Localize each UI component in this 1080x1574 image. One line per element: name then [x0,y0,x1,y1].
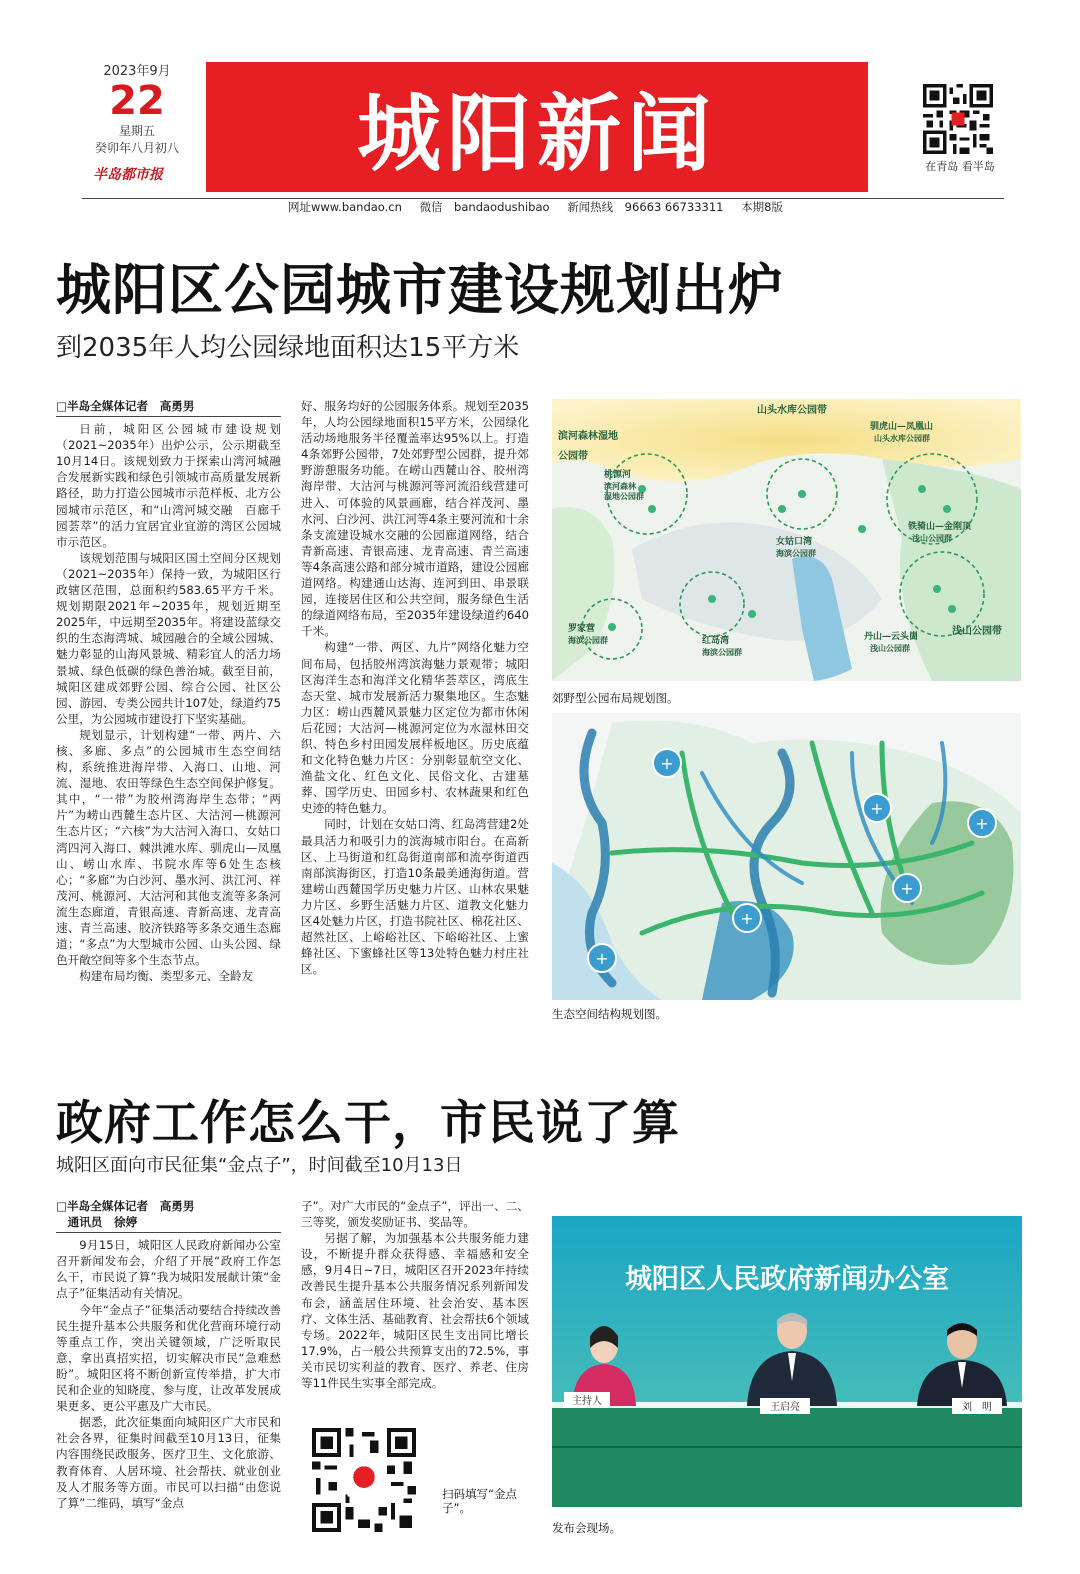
date-day: 22 [109,78,165,124]
paragraph: 构建“一带、两区、九片”网络化魅力空间布局，包括胶州湾滨海魅力景观带；城阳区海洋生态和海洋文化精华荟萃区，湾底生态天堂、城市发展新活力聚集地区。生态魅力区：崂山西麓风景魅力区定位为都市休闲后花园；大沽河—桃源河定位为水湿林田交织、特色乡村田园发展样板地区。历史底蕴和文化特色魅力片区：分别彰显航空文化、渔盐文化、红色文化、民俗文化、古建墓葬、国学历史、田园乡村、农林蔬果和红色史迹的特色魅力。 [301,640,529,816]
figure-caption: 生态空间结构规划图。 [552,1007,667,1021]
article1-column-1 [56,398,281,984]
park-layout-map [552,399,1021,681]
map-label: 山头水库公园群 [874,434,930,443]
photo-caption: 发布会现场。 [552,1521,621,1535]
svg-text:+: + [870,799,884,818]
paragraph: 日前，城阳区公园城市建设规划（2021~2035年）出炉公示，公示期截至10月14日。该规划致力于探索山湾河城融合发展新实践和绿色引领城市高质量发展新路径，助力打造公园城市示范样板、北方公园城市示范区，和“山湾河城交融 百廊千园荟萃”的活力宜居宜业宜游的湾区公园城市示范区。 [56,422,281,549]
map-label: 湿地公园群 [604,492,644,501]
qr-code-icon[interactable] [923,84,993,154]
paragraph: 另据了解，为加强基本公共服务能力建设，不断提升群众获得感、幸福感和安全感，9月4日~7日，城阳区召开2023年持续改善民生提升基本公共服务情况系列新闻发布会，涵盖居住环境、社会治安、基本医疗、文体生活、基础教育、社会帮扶6个领域专场。2022年，城阳区民生支出同比增长17.9%，占一般公共预算支出的72.5%，事关市民切实利益的教育、医疗、养老、住房等11件民生实事全部完成。 [301,1231,529,1391]
date-year-month: 2023年9月 [103,64,171,79]
qr-caption: 扫码填写“金点子”。 [442,1487,517,1515]
article2-byline-correspondent: 通讯员 徐婷 [67,1215,138,1230]
map-label: 丹山—云头崮 [864,632,919,642]
article2-column-1 [56,1198,281,1511]
press-conference-photo [552,1216,1022,1507]
map-label: 浅山公园带 [952,626,1002,637]
paper-logo: 半岛都市报 [93,167,163,183]
article1-byline: □半岛全媒体记者 高勇男 [56,399,195,413]
paragraph: 9月15日，城阳区人民政府新闻办公室召开新闻发布会，介绍了开展“政府工作怎么干，市民说了算”我为城阳发展献计策“金点子”征集活动有关情况。 [56,1238,281,1301]
svg-text:+: + [595,949,609,968]
paragraph: 同时，计划在女姑口湾、红岛湾营建2处最具活力和吸引力的滨海城市阳台。在高新区、上马街道和红岛街道南部和流亭街道西南部滨海街区，打造10条最美通海街道。营建崂山西麓国学历史魅力片区、山林农果魅力片区、乡野生活魅力片区、道教文化魅力区4处魅力片区，打造书院社区、棉花社区、超然社区、上峪峪社区、下峪峪社区、上蜜蜂社区、下蜜蜂社区等13处特色魅力村庄社区。 [301,817,529,977]
paragraph: 构建布局均衡、类型多元、全龄友 [79,969,254,984]
weekday: 星期五 [118,124,155,138]
svg-text:+: + [900,879,914,898]
svg-text:+: + [975,814,989,833]
article2-subheadline: 城阳区面向市民征集“金点子”，时间截至10月13日 [56,1155,463,1176]
paragraph: 今年“金点子”征集活动要结合持续改善民生提升基本公共服务和优化营商环境行动等重点工作，突出关键领域，广泛听取民意，拿出真招实招，切实解决市民“急难愁盼”。城阳区将不断创新宣传举措，扩大市民和企业的知晓度、参与度，让改革发展成果更多、更公平惠及广大市民。 [56,1302,281,1414]
map-label: 红岛湾 [702,636,730,646]
article1-column-2 [301,398,529,977]
map-label: 浅山公园群 [912,534,952,543]
article1-headline: 城阳区公园城市建设规划出炉 [56,258,785,322]
nameplate: 刘 明 [962,1402,992,1413]
map-label: 海滨公园群 [776,549,816,558]
qr-caption: 在青岛 看半岛 [925,160,995,173]
map-label: 女姑口湾 [776,537,813,547]
article1-subheadline: 到2035年人均公园绿地面积达15平方米 [56,333,520,363]
svg-text:+: + [660,754,674,773]
svg-text:+: + [740,909,754,928]
website-text[interactable]: 网址www.bandao.cn [288,200,402,214]
lunar-date: 癸卯年八月初八 [94,141,179,155]
pages-text: 本期8版 [741,200,783,214]
paragraph: 规划显示，计划构建“一带、两片、六核、多廊、多点”的公园城市生态空间结构，系统推进海岸带、入海口、山地、河流、湿地、农田等绿色生态空间保护修复。其中，“一带”为胶州湾海岸生态带；“两片”为崂山西麓生态片区、大沽河—桃源河生态片区；“六核”为大沽河入海口、女姑口湾四河入海口、棘洪滩水库、驯虎山—凤凰山、崂山水库、书院水库等6处生态核心；“多廊”为白沙河、墨水河、洪江河、祥茂河、桃源河、大沽河和其他支流等多条河流生态廊道，青银高速、青新高速、龙青高速、青兰高速、胶济铁路等多条交通生态廊道；“多点”为大型城市公园、山头公园、绿色开敞空间等多个生态节点。 [56,727,281,968]
article2-byline: □半岛全媒体记者 高勇男 [56,1199,195,1213]
figure-caption: 郊野型公园布局规划图。 [552,691,679,705]
wechat-text: 微信 bandaodushibao [419,200,550,214]
map-label: 滨河森林 [604,482,636,491]
map-label: 海滨公园群 [568,636,608,645]
backdrop-text: 城阳区人民政府新闻办公室 [625,1264,949,1295]
paragraph: 该规划范围与城阳区国土空间分区规划（2021~2035年）保持一致，为城阳区行政辖区范围，总面积约583.65平方千米。规划期限2021年~2035年，规划近期至2025年，中远期至2035年。将建设蓝绿交织的生态海湾城、城园融合的全域公园城、魅力彰显的山海风景城、精彩宜人的活力场景城、绿色低碳的绿色善治城。截至目前，城阳区建成郊野公园、综合公园、社区公园、游园、专类公园共计107处，绿道约75公里，为公园城市建设打下坚实基础。 [56,550,281,726]
map-label: 滨河森林湿地 [558,431,618,442]
ecology-structure-map [552,713,1021,1000]
paragraph: 子”。对广大市民的“金点子”，评出一、二、三等奖，颁发奖励证书、奖品等。 [301,1199,529,1230]
byline-divider [56,416,281,417]
article2-column-2 [301,1198,529,1391]
map-label: 罗家营 [568,624,596,634]
byline-divider [56,1232,281,1233]
nameplate: 王启亮 [770,1402,800,1413]
map-label: 铁骑山—金刚顶 [908,522,972,532]
masthead-title: 城阳新闻 [356,84,717,183]
map-label: 桃源河 [604,470,632,480]
map-label: 海滨公园群 [702,648,742,657]
nameplate: 主持人 [572,1396,602,1407]
article2-headline: 政府工作怎么干，市民说了算 [56,1096,680,1151]
hotline-text: 新闻热线 96663 66733311 [567,200,724,214]
map-label: 浅山公园群 [870,644,910,653]
map-label: 驯虎山—凤凰山 [870,422,934,432]
paragraph: 据悉，此次征集面向城阳区广大市民和社会各界，征集时间截至10月13日，征集内容围绕民政服务、医疗卫生、文化旅游、教育体育、人居环境、社会帮扶、就业创业及人才服务等方面。市民可以扫描“由您说了算”二维码，填写“金点 [56,1415,281,1510]
map-label: 山头水库公园带 [757,405,827,416]
info-bar [82,198,1004,215]
paragraph: 好、服务均好的公园服务体系。规划至2035年，人均公园绿地面积15平方米，公园绿化活动场地服务半径覆盖率达95%以上。打造4条郊野公园带，7处郊野型公园群，提升郊野游憩服务功能。在崂山西麓山谷、胶州湾海岸带、大沽河与桃源河等河流沿线营建可进入、可体验的风景画廊，结合祥茂河、墨水河、白沙河、洪江河等4条主要河流和十余条支流建设城水交融的公园廊道网络，结合青新高速、青银高速、龙青高速、青兰高速等4条高速公路和部分城市道路，建设公园廊道网络。构建通山达海、连河到田、串景联园，连接居住区和公共空间，服务绿色生活的绿道网络布局，至2035年建设绿道约640千米。 [301,399,529,639]
masthead-banner [206,62,868,192]
qr-code-icon[interactable] [312,1428,416,1532]
date-block [82,60,192,157]
map-label: 公园带 [558,451,588,462]
